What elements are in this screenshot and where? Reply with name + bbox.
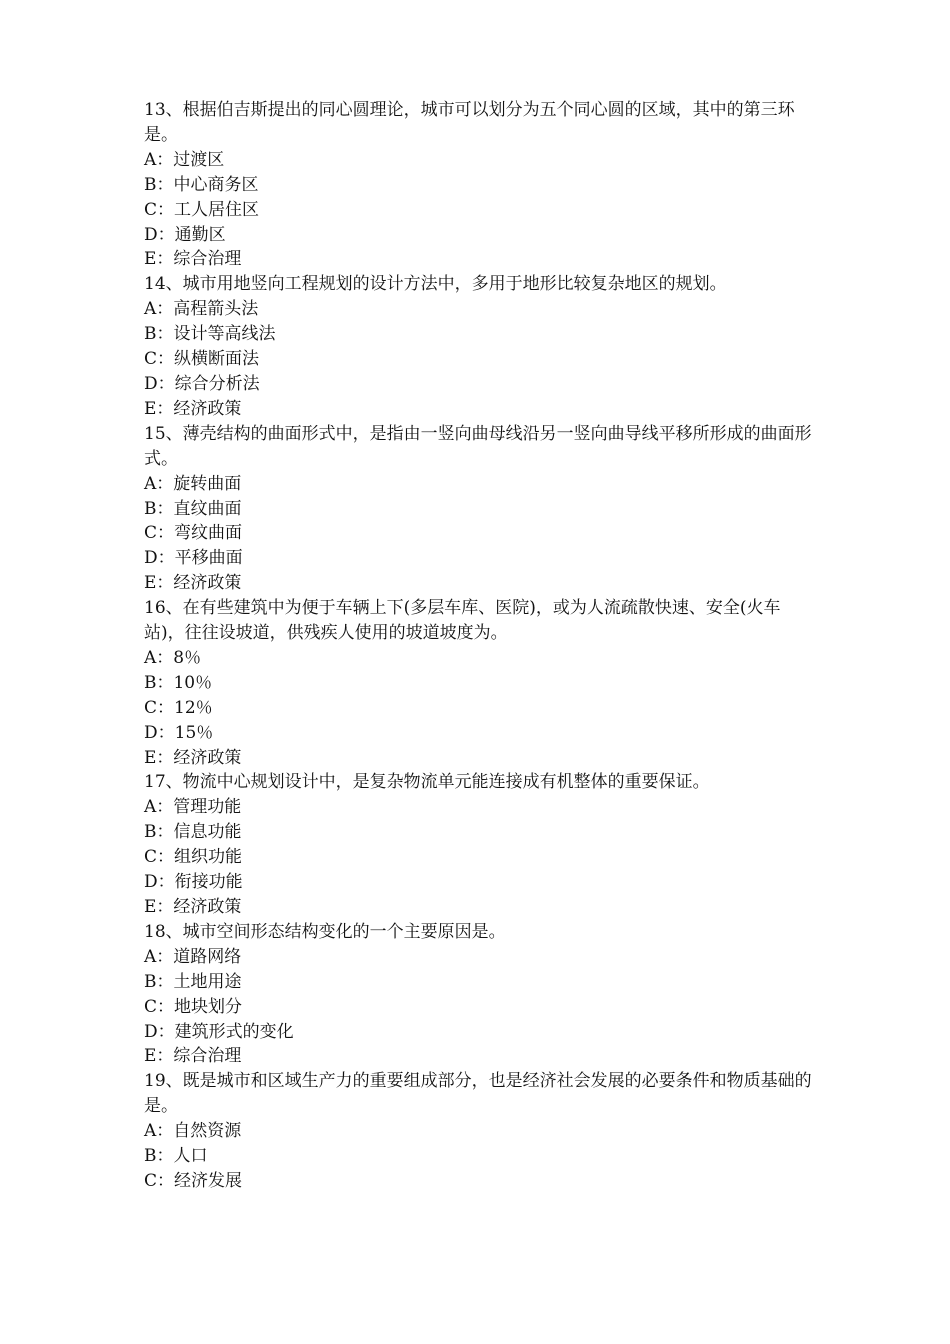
- option-d: D：衔接功能: [144, 872, 243, 893]
- option-d: D：通勤区: [144, 224, 226, 245]
- option-a: A：旋转曲面: [144, 473, 242, 494]
- option-d: D：建筑形式的变化: [144, 1021, 294, 1042]
- question-stem: 13、根据伯吉斯提出的同心圆理论，城市可以划分为五个同心圆的区域，其中的第三环是。: [144, 100, 795, 145]
- option-a: A：过渡区: [144, 149, 225, 170]
- option-c: C：纵横断面法: [144, 349, 260, 370]
- option-e: E：经济政策: [144, 573, 242, 594]
- option-a: A：高程箭头法: [144, 299, 259, 320]
- question-17: [144, 770, 812, 919]
- question-list: [144, 98, 812, 1194]
- option-a: A：道路网络: [144, 946, 242, 967]
- question-14: [144, 272, 812, 421]
- question-stem: 16、在有些建筑中为便于车辆上下(多层车库、医院)，或为人流疏散快速、安全(火车站)，往往设坡道，供残疾人使用的坡道坡度为。: [144, 598, 781, 644]
- option-b: B：土地用途: [144, 971, 242, 992]
- option-e: E：综合治理: [144, 249, 242, 270]
- option-c: C：工人居住区: [144, 199, 260, 220]
- option-b: B：信息功能: [144, 822, 242, 843]
- option-b: B：设计等高线法: [144, 324, 276, 345]
- question-18: [144, 920, 812, 1069]
- option-a: A：自然资源: [144, 1121, 242, 1142]
- question-16: [144, 596, 812, 770]
- option-e: E：经济政策: [144, 897, 242, 917]
- question-13: [144, 98, 812, 272]
- question-stem: 15、薄壳结构的曲面形式中，是指由一竖向曲母线沿另一竖向曲导线平移所形成的曲面形式。: [144, 423, 812, 469]
- question-19: [144, 1069, 812, 1194]
- option-d: D：综合分析法: [144, 373, 260, 394]
- option-c: C：地块划分: [144, 996, 243, 1017]
- option-a: A：管理功能: [144, 797, 242, 818]
- option-b: B：10％: [144, 672, 213, 693]
- option-b: B：中心商务区: [144, 174, 259, 195]
- question-stem: 17、物流中心规划设计中，是复杂物流单元能连接成有机整体的重要保证。: [144, 772, 710, 793]
- option-e: E：综合治理: [144, 1046, 242, 1067]
- option-b: B：直纹曲面: [144, 498, 242, 519]
- option-c: C：组织功能: [144, 847, 243, 868]
- option-a: A：8％: [144, 647, 202, 668]
- option-c: C：12％: [144, 697, 213, 718]
- option-c: C：经济发展: [144, 1170, 243, 1191]
- question-stem: 14、城市用地竖向工程规划的设计方法中，多用于地形比较复杂地区的规划。: [144, 274, 727, 295]
- option-d: D：15％: [144, 722, 214, 743]
- question-15: [144, 422, 812, 596]
- question-stem: 19、既是城市和区域生产力的重要组成部分，也是经济社会发展的必要条件和物质基础的是。: [144, 1071, 812, 1117]
- option-e: E：经济政策: [144, 747, 242, 768]
- option-d: D：平移曲面: [144, 548, 243, 569]
- option-b: B：人口: [144, 1146, 208, 1167]
- option-e: E：经济政策: [144, 398, 242, 419]
- question-stem: 18、城市空间形态结构变化的一个主要原因是。: [144, 921, 506, 942]
- option-c: C：弯纹曲面: [144, 523, 243, 544]
